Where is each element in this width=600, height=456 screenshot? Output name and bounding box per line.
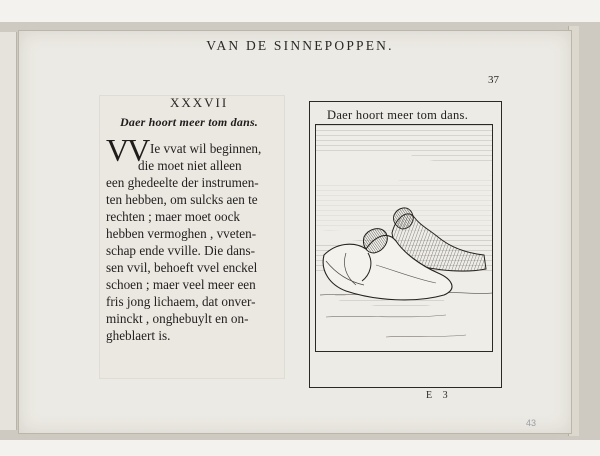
emblem-engraving (315, 124, 493, 352)
previous-page-edge (0, 32, 17, 430)
body-line: rechten ; maer moet oock (106, 209, 241, 224)
page-number: 37 (488, 74, 499, 86)
body-line: schoen ; maer veel meer een (106, 277, 256, 292)
emblem-motto: Daer hoort meer tom dans. (327, 108, 469, 122)
body-line: Ie vvat wil beginnen, (150, 141, 262, 156)
body-line: fris jong lichaem, dat onver- (106, 294, 256, 309)
shoes-engraving-image (316, 125, 492, 351)
page-signature: E 3 (426, 390, 452, 401)
body-line: een ghedeelte der instrumen- (106, 175, 259, 190)
chapter-numeral: XXXVII (170, 95, 229, 110)
body-line: sen vvil, behoeft vvel enckel (106, 260, 258, 275)
running-title: VAN DE SINNEPOPPEN. (206, 38, 394, 53)
archive-pencil-mark: 43 (526, 418, 537, 428)
body-line: ten hebben, om sulcks aen te (106, 192, 258, 207)
body-line: die moet niet alleen (138, 158, 242, 173)
text-motto: Daer hoort meer tom dans. (120, 115, 259, 129)
drop-cap: VV (106, 132, 149, 168)
body-line: gheblaert is. (106, 328, 171, 343)
body-line: hebben vermoghen , vveten- (106, 226, 257, 241)
body-line: schap ende vville. Die dans- (106, 243, 256, 258)
body-line: minckt , onghebuylt en on- (106, 311, 249, 326)
